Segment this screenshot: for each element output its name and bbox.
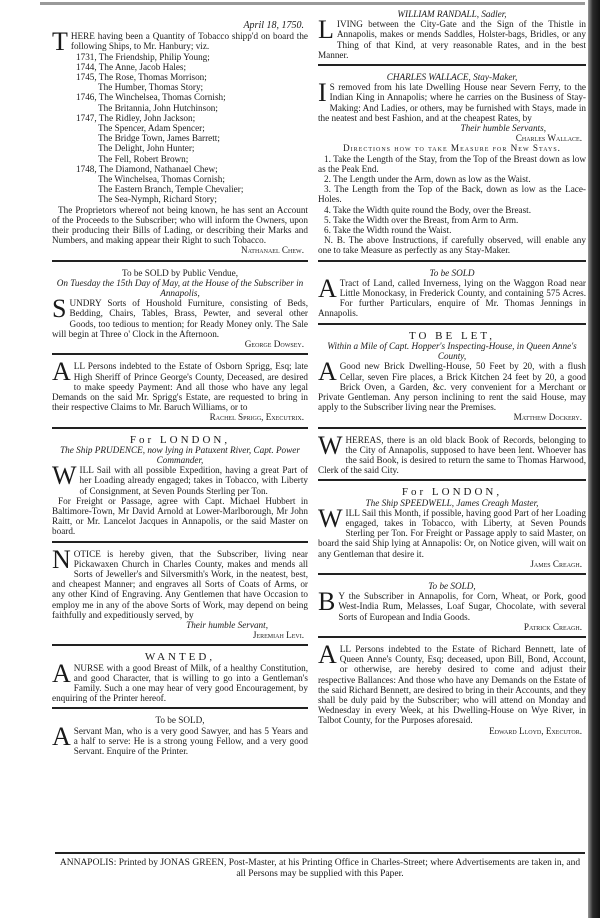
ad-body [318, 639, 586, 726]
advertisement [52, 358, 308, 428]
ship-entry: 1747, The Ridley, John Jackson; [76, 112, 196, 123]
advertisement [52, 546, 308, 647]
advertisement [318, 69, 586, 262]
ship-entry: The Britannia, John Hutchinson; [98, 102, 218, 113]
ad-body [52, 357, 308, 413]
right-column [318, 6, 586, 743]
ad-text: Y the Subscriber in Annapolis, for Corn, Wheat, or Pork, good West-India Rum, Melasses, Loaf Sugar, Chocolate, with several Sorts of European and India Goods. [338, 591, 586, 622]
date-line: April 18, 1750. [243, 20, 304, 31]
ship-entry: The Bridge Town, James Barrett; [98, 133, 220, 144]
ad-body [52, 544, 308, 620]
ad-heading: On Tuesday the 15th Day of May, at the House of the Subscriber in Annapolis, [56, 277, 304, 299]
sub-heading: Directions how to take Measure for New Stays. [343, 143, 561, 154]
ship-entry: 1744, The Anne, Jacob Hales; [76, 61, 187, 72]
ad-body [318, 78, 586, 123]
ship-entry: The Delight, John Hunter; [98, 143, 195, 154]
ad-text: Tract of Land, called Inverness, lying on the Waggon Road near Little Monockasy, in Frederick County, and containing 575 Acres. For further Particulars, enquire of Mr. Thomas Jennings in Annapolis. [318, 277, 586, 319]
ad-text: Servant Man, who is a very good Sawyer, and has 5 Years and a half to serve: He is a strong young Fellow, and a very good Servant. Enquire of the Printer. [73, 725, 308, 756]
drop-cap: A [52, 721, 71, 751]
drop-cap: W [318, 503, 343, 533]
ad-text: OTICE is hereby given, that the Subscriber, living near Pickawaxen Church in Charles County, makes and mends all Sorts of Jeweller's and Silversmith's Work, in the neatest, best, and cheapest Manner; and engraves all Sorts of Coats of Arms, or any other Kind of Engraving. Any Gentlemen that have Occasion to employ me in any of the above Sorts of Work, may depend on being faithfully and expeditiously served, by [52, 548, 308, 620]
drop-cap: I [318, 78, 327, 108]
ad-body [318, 503, 586, 559]
top-rule [40, 2, 585, 5]
drop-cap: W [52, 461, 77, 491]
advertisement [318, 432, 586, 482]
ad-text: NURSE with a good Breast of Milk, of a healthy Constitution, and good Character, that is willing to go into a Gentleman's Family. Such a one may hear of very good Encouragement, by enquiring of the Printer hereof. [52, 662, 308, 704]
ship-entry: The Winchelsea, Thomas Cornish; [98, 174, 225, 185]
signature: Edward Lloyd, Executor. [489, 725, 582, 736]
ad-heading: WILLIAM RANDALL, Sadler, [397, 9, 507, 19]
ad-heading: CHARLES WALLACE, Stay-Maker, [386, 72, 518, 83]
ad-text: HERE having been a Quantity of Tobacco shipp'd on board the following Ships, to Mr. Hanbury; viz. [70, 31, 308, 52]
ship-entry: The Eastern Branch, Temple Chevalier; [98, 184, 244, 195]
ad-heading: Within a Mile of Capt. Hopper's Inspecting-House, in Queen Anne's County, [327, 340, 577, 362]
ad-body [52, 658, 308, 704]
ad-body [318, 15, 586, 60]
ship-entry: The Spencer, Adam Spencer; [98, 123, 205, 134]
ad-text: ILL Sail with all possible Expedition, having a great Part of her Loading already engaged; takes in Tobacco, with Liberty of Consignment, at Seven Pounds Sterling per Ton. [79, 465, 308, 496]
ad-body: 5. Take the Width over the Breast, from Arm to Arm. [324, 214, 519, 225]
signature: Matthew Dockery. [513, 412, 582, 423]
ad-heading: For LONDON, [401, 486, 503, 499]
signature: James Creagh. [530, 558, 582, 569]
ad-body: 1. Take the Length of the Stay, from the Top of the Breast down as low as the Peak End. [318, 153, 586, 174]
advertisement [318, 328, 586, 429]
drop-cap: B [318, 587, 336, 617]
advertisement [52, 432, 308, 543]
ad-body [318, 587, 586, 622]
ship-entry: 1745, The Rose, Thomas Morrison; [76, 72, 207, 83]
advertisement [52, 712, 308, 760]
drop-cap: N [52, 544, 71, 574]
ad-body: 6. Take the Width round the Waist. [324, 225, 452, 236]
ad-heading: To be SOLD, [155, 715, 205, 726]
advertisement [318, 578, 586, 638]
ad-body [52, 461, 308, 496]
ad-heading: To be SOLD, [428, 580, 476, 591]
ad-body: 3. The Length from the Top of the Back, down as low as the Lace-Holes. [318, 184, 586, 205]
page-edge-shadow [588, 0, 600, 918]
ad-text: UNDRY Sorts of Houshold Furniture, consisting of Beds, Bedding, Chairs, Tables, Brass, Pewter, and several other Goods, too tedious to mention; for Ready Money only. The Sale will begin at Three o' Clock in the Afternoon. [52, 298, 308, 339]
ad-body: N. B. The above Instructions, if carefully observed, will enable any one to take Measure as perfectly as any Stay-Maker. [318, 235, 586, 256]
drop-cap: A [52, 357, 71, 387]
drop-cap: A [318, 357, 337, 387]
drop-cap: L [318, 15, 334, 45]
ad-heading: The Ship SPEEDWELL, James Creagh Master, [365, 497, 539, 508]
drop-cap: W [318, 430, 343, 460]
signature: George Dowsey. [244, 339, 304, 350]
signature: Jeremiah Levi. [252, 630, 304, 641]
ad-body: 2. The Length under the Arm, down as low as the Waist. [324, 174, 531, 185]
drop-cap: T [52, 27, 68, 57]
ad-body: 4. Take the Width quite round the Body, over the Breast. [324, 204, 532, 215]
advertisement [318, 6, 586, 66]
ship-entry: The Humber, Thomas Story; [98, 82, 204, 93]
signature: Charles Wallace. [515, 133, 582, 144]
ad-heading: WANTED, [144, 651, 216, 664]
ship-entry: 1731, The Friendship, Philip Young; [76, 51, 210, 62]
ad-body [52, 496, 308, 537]
ship-list [52, 52, 308, 205]
advertisement [318, 265, 586, 325]
ad-heading: To be SOLD by Public Vendue, [121, 267, 239, 278]
ad-heading: For LONDON, [129, 433, 231, 446]
left-column [52, 18, 308, 763]
advertisement [52, 18, 308, 262]
ad-body: The Proprietors whereof not being known, he has sent an Account of the Proceeds to the Subscriber; who will inform the Owners, upon their producing their Bills of Lading, or describing their Marks and Numbers, and making appear their Right to such Tobacco. [52, 204, 308, 246]
ad-body [52, 294, 308, 339]
advertisement [318, 484, 586, 575]
ad-body [318, 357, 586, 413]
ad-text: LL Persons indebted to the Estate of Osborn Sprigg, Esq; late High Sheriff of Prince George's County, Deceased, are desired to make speedy Payment: And all those who have any legal Demands on the said Mr. Sprigg's Estate, are requested to bring in their respective Claims to Mr. Baruch Williams, or to [52, 361, 308, 413]
closing-line: Their humble Servants, [460, 123, 546, 134]
ad-body [318, 430, 586, 476]
ad-text: S removed from his late Dwelling House near Severn Ferry, to the Indian King in Annapolis; where he carries on the Business of Stay-Making: And Ladies, or others, may be furnished with Stays, made in the neatest and best Fashion, and at the cheapest Rates, by [318, 82, 586, 123]
drop-cap: A [318, 273, 337, 303]
ad-text: ILL Sail this Month, if possible, having good Part of her Loading engaged, takes in Tobacco, with Liberty, at Seven Pounds Sterling per Ton. For Freight or Passage apply to said Master, on board the said Ship lying at Annapolis: Or, on Notice given, will wait on any Gentleman that desire it. [318, 507, 586, 559]
ad-text: Good new Brick Dwelling-House, 50 Feet by 20, with a flush Cellar, seven Fire places, a Brick Kitchen 24 feet by 20, a good Brick Oven, a Garden, &c. very convenient for a Merchant or Private Gentleman. Any person inclining to rent the said House, may apply to the Subscriber living near the Premises. [318, 361, 586, 413]
ship-entry: The Fell, Robert Brown; [98, 153, 189, 164]
ship-entry: 1746, The Winchelsea, Thomas Cornish; [76, 92, 226, 103]
ad-text: IVING between the City-Gate and the Sign of the Thistle in Annapolis, makes or mends Saddles, Holster-bags, Bridles, or any Thing of that Kind, at very reasonable Rates, and in the best Manner. [318, 19, 586, 60]
ad-body [52, 721, 308, 757]
signature: Rachel Sprigg, Executrix. [209, 412, 304, 423]
ad-body [318, 273, 586, 319]
imprint-footer: ANNAPOLIS: Printed by JONAS GREEN, Post-Master, at his Printing Office in Charles-Street; where Advertisements are taken in, and all Persons may be supplied with this Paper. [55, 852, 585, 880]
ad-heading: To be SOLD [429, 267, 475, 278]
advertisement [52, 265, 308, 356]
advertisement [318, 641, 586, 740]
ad-heading: TO BE LET, [408, 329, 496, 342]
closing-line: Their humble Servant, [186, 619, 268, 630]
ship-entry: The Sea-Nymph, Richard Story; [98, 194, 217, 205]
ad-text: LL Persons indebted to the Estate of Richard Bennett, late of Queen Anne's County, Esq; deceased, upon Bill, Bond, Account, or otherwise, are hereby desired to come and adjust their respective Ballances: And those who have any Demands on the Estate of the said Richard Bennett, are desired to bring in their Accounts, and they shall be duly paid by the Subscriber; who will attend on Monday and Wednesday in every Week, at his Dwelling-House on Wye River, in Talbot County, for the Purposes aforesaid. [318, 643, 586, 726]
drop-cap: A [318, 639, 337, 669]
drop-cap: A [52, 658, 71, 688]
ad-text: HEREAS, there is an old black Book of Records, belonging to the City of Annapolis, supposed to have been lent. Whoever has the said Book, is desired to return the same to Thomas Harwood, Clerk of the said City. [318, 434, 586, 476]
advertisement [52, 649, 308, 709]
drop-cap: S [52, 294, 67, 324]
ad-text: For Freight or Passage, agree with Capt. Michael Hubbert in Baltimore-Town, Mr David Arnold at Lower-Marlborough, Mr John Raitt, or Mr. Lancelot Jacques in Annapolis, or the said Master on board. [52, 495, 308, 537]
ship-entry: 1748, The Diamond, Nathanael Chew; [76, 163, 218, 174]
ad-heading: The Ship PRUDENCE, now lying in Patuxent River, Capt. Power Commander, [60, 444, 300, 465]
signature: Nathanael Chew. [240, 245, 304, 256]
signature: Patrick Creagh. [523, 621, 582, 632]
